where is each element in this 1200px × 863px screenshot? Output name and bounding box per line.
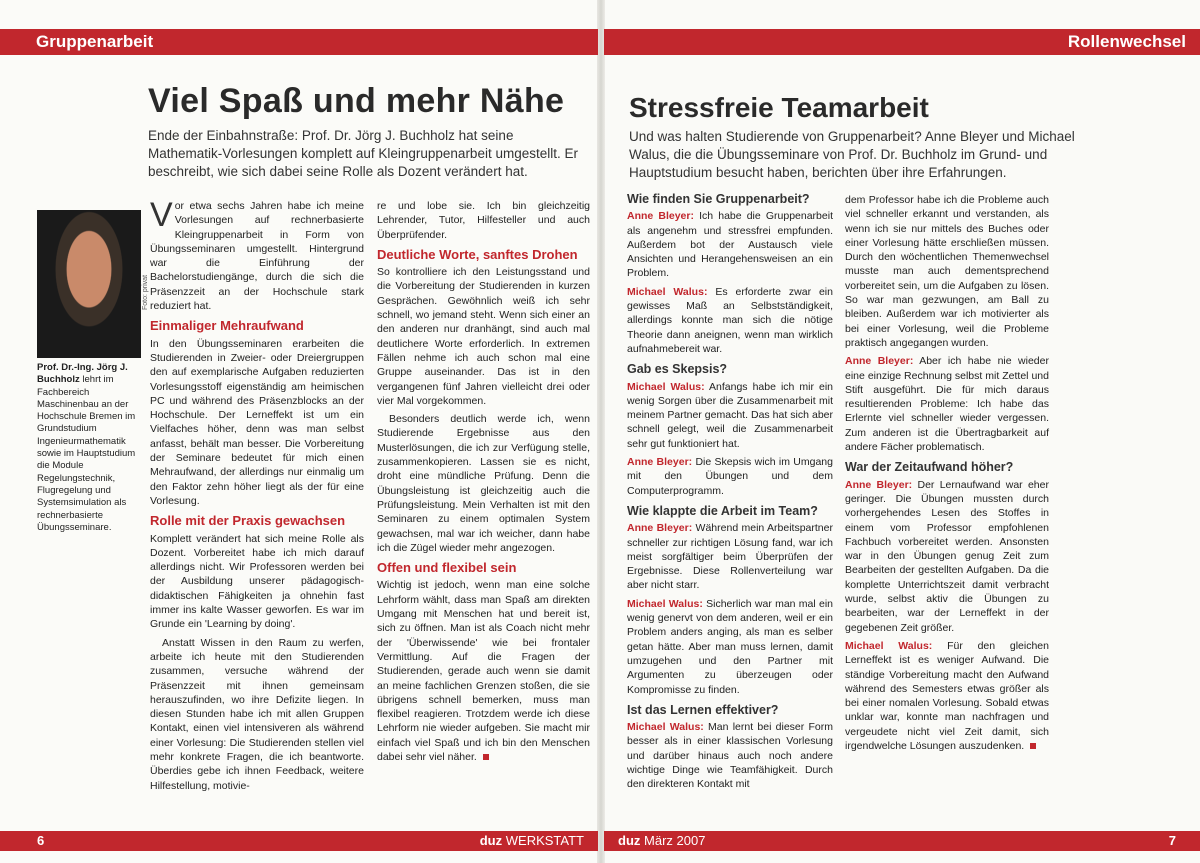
right-column-2 <box>845 193 1049 757</box>
drop-cap: V <box>150 196 173 234</box>
footer-left <box>0 831 598 851</box>
question-heading: Wie finden Sie Gruppenarbeit? <box>627 192 810 206</box>
answer: Anne Bleyer: Während mein Arbeitspartner schneller zur richtigen Lösung fand, war ich meist sorgfältiger beim Überprüfen der Ergebnisse. Diese Rollenverteilung war aber nicht starr. <box>627 522 833 592</box>
left-column-1 <box>150 196 364 797</box>
author-caption <box>37 362 145 534</box>
paragraph: Vor etwa sechs Jahren habe ich meine Vorlesungen auf rechnerbasierte Kleingruppenarbeit in Form von Übungsseminaren umgestellt. Hintergrund war die Einführung der Bachelorstudiengänge, durch die sich die Präsenzzeit an der Hochschule stark reduziert hat. <box>150 196 364 313</box>
author-portrait <box>37 210 141 358</box>
paragraph: Anstatt Wissen in den Raum zu werfen, arbeite ich heute mit den Studierenden zusammen, versuche während der Präsenzzeit mit ihnen gemeinsam herauszufinden, wo ihre Defizite liegen. In diesen Stunden habe ich mit allen Gruppen Kontakt, einen viel intensiveren als während einer Vorlesung: Die Studierenden stellen viel mehr konkrete Fragen, die ich beantworte. Überdies gebe ich ihnen Feedback, weitere Hilfestellung, motivie- <box>150 636 364 792</box>
right-article-title: Stressfreie Teamarbeit <box>629 92 929 123</box>
answer: Anne Bleyer: Die Skepsis wich im Umgang mit den Übungen und dem Computerprogramm. <box>627 456 833 497</box>
subheading: Rolle mit der Praxis gewachsen <box>150 513 346 529</box>
subheading: Einmaliger Mehraufwand <box>150 318 304 334</box>
question-heading: Ist das Lernen effektiver? <box>627 702 779 717</box>
photo-credit: Foto: privat <box>142 274 149 310</box>
left-article-lead: Ende der Einbahnstraße: Prof. Dr. Jörg J. Buchholz hat seine Mathematik-Vorlesungen komplett auf Kleingruppenarbeit umgestellt. Er beschreibt, wie sich dabei seine Rolle als Dozent verändert hat. <box>148 128 578 179</box>
answer: Michael Walus: Man lernt bei dieser Form besser als in einer klassischen Vorlesung und darüber hinaus auch noch andere wichtige Dinge wie Teamfähigkeit. Durch den direkteren Kontakt mit <box>627 721 833 791</box>
paragraph: Wichtig ist jedoch, wenn man eine solche Lehrform wählt, dass man Spaß am direkten Umgang mit Menschen hat und bereit ist, sich zu öffnen. Man ist als Coach nicht mehr der 'Überwissende' wie bei frontaler Vermittlung. Auf die Fragen der Studierenden, gerade auch wenn sie damit an meine fachlichen Grenzen stoßen, die sie übrigens schnell bemerken, muss man flexibel reagieren. Trotzdem werde ich diese Lehrform nie wieder aufgeben. Sie macht mir einfach viel Spaß und ich bin den Menschen dabei sehr viel näher. <box>377 579 590 763</box>
page-gutter <box>597 0 605 863</box>
footer-brand-right: duz März 2007 <box>618 833 706 848</box>
right-column-1 <box>627 186 833 796</box>
paragraph: So kontrolliere ich den Leistungsstand und die Vorbereitung der Studierenden in kurzen Gesprächen. Gewöhnlich weiß ich sehr schnell, wo jemand steht. Wenn sich einer an den anderen nur dranhängt, sind auch mal deutlichere Worte erforderlich. In extremen Fällen nehme ich auch schon mal eine Gruppe auseinander. Das ist in den vergangenen fünf Jahren vielleicht drei oder vier Mal vorgekommen. <box>377 266 590 407</box>
end-mark <box>483 754 489 760</box>
section-header-left: Gruppenarbeit <box>0 29 598 55</box>
question-heading: Wie klappte die Arbeit im Team? <box>627 503 818 518</box>
page-number-right: 7 <box>1168 833 1176 848</box>
right-article-lead: Und was halten Studierende von Gruppenarbeit? Anne Bleyer und Michael Walus, die die Übungsseminare von Prof. Dr. Buchholz im Grund- und Hauptstudium besucht haben, berichten über ihre Erfahrungen. <box>629 129 1075 180</box>
footer-brand-left: duz WERKSTATT <box>479 833 584 848</box>
paragraph: Komplett verändert hat sich meine Rolle als Dozent. Vorbereitet habe ich mich darauf allerdings nicht. Wir Professoren werden bei der Ausbildung unserer pädagogisch-didaktischen Fähigkeiten ja ohnehin fast immer ins kalte Wasser geworfen. Es war im Grunde ein 'Learning by doing'. <box>150 532 364 631</box>
question-heading: Gab es Skepsis? <box>627 362 728 377</box>
answer: Anne Bleyer: Aber ich habe nie wieder eine einzige Rechnung selbst mit Zettel und Stift ausgeführt. Die für mich daraus resultierenden Probleme: Ich habe das Erlernte viel schneller wieder vergessen. Zum anderen ist die Übertragbarkeit auf andere Fächer problematisch. <box>845 355 1049 454</box>
caption-name: Prof. Dr.-Ing. Jörg J. Buchholz <box>37 362 128 386</box>
section-header-right: Rollenwechsel <box>604 29 1200 55</box>
caption-text: lehrt im Fachbereich Maschinenbau an der Hochschule Bremen im Grundstudium Ingenieurmathematik sowie im Hauptstudium die Module Regelungstechnik, Flugregelung und Systemsimulation als rechnerbasierte Übungsseminare. <box>37 374 136 533</box>
paragraph: re und lobe sie. Ich bin gleichzeitig Lehrender, Tutor, Hilfesteller und auch Überprüfender. <box>377 200 590 241</box>
subheading: Offen und flexibel sein <box>377 560 517 576</box>
question-heading: War der Zeitaufwand höher? <box>845 460 1014 475</box>
answer: Anne Bleyer: Der Lernaufwand war eher geringer. Die Übungen mussten durch vorhergehendes Lesen des Stoffes in einem vom Professor empfohlenen Fachbuch vorbereitet werden. Ansonsten war in den Übungen genug Zeit zum Bearbeiten der gestellten Aufgaben. Da die komplette Unterrichtszeit damit verbracht wurde, selbst aktiv die Übungen zu bearbeiten, war der Lerneffekt in der gegebenen Zeit größer. <box>845 478 1049 634</box>
answer: Michael Walus: Anfangs habe ich mir ein wenig Sorgen über die Zusammenarbeit mit meinem Partner gemacht. Das hat sich aber schnell gelegt, weil die Zusammenarbeit sehr gut funktioniert hat. <box>627 380 834 450</box>
paragraph: dem Professor habe ich die Probleme auch viel schneller erkannt und verstanden, als wenn ich sie nur mittels des Buches oder einer Vorlesung hätte erschließen müssen. Durch den wöchentlichen Themenwechsel musste man auch dementsprechend vorbereitet sein, um die Aufgaben zu lösen. So war man gezwungen, am Ball zu bleiben. Außerdem war ich motivierter als bei einer Vorlesung, weil die Probleme praktisch angegangen wurden. <box>845 194 1049 349</box>
left-article-title: Viel Spaß und mehr Nähe <box>148 82 565 120</box>
end-mark <box>1030 743 1036 749</box>
answer: Michael Walus: Sicherlich war man mal ein wenig genervt von dem anderen, weil er ein Problem anders anging, als man es selber getan hätte. Aber man muss lernen, damit umzugehen und den Partner mit Argumenten zu überzeugen oder Kompromisse zu finden. <box>627 597 833 696</box>
answer: Michael Walus: Es erforderte zwar ein gewisses Maß an Selbstständigkeit, allerdings konnte man sich die nötige Theorie dann aneignen, wenn man wirklich aufnahmebereit war. <box>627 285 833 355</box>
paragraph: Besonders deutlich werde ich, wenn Studierende Ergebnisse aus den Musterlösungen, die ich zur Verfügung stelle, zusammenkopieren. Lassen sie es nicht, droht eine mündliche Prüfung. Denn die Übungsleistung ist gleichzeitig auch die Prüfungsleistung. Mein Verhalten ist mit den Seminaren zu einem optimalen System gewachsen, mal war ich weicher, dann habe ich die Zügel wieder mehr angezogen. <box>377 413 590 554</box>
footer-right <box>604 831 1200 851</box>
page-number-left: 6 <box>37 833 45 848</box>
subheading: Deutliche Worte, sanftes Drohen <box>377 246 578 262</box>
paragraph: In den Übungsseminaren erarbeiten die Studierenden in Zweier- oder Dreiergruppen den auf exemplarische Aufgaben reduzierten Vorlesungsstoff eigenständig am heimischen PC und während des Präsenzblocks an der Hochschule. Der Lerneffekt ist um ein Vielfaches höher, denn was man selbst anfasst, behält man besser. Die Vorbereitung der Seminare bedeutet für mich einen Mehraufwand, der allerdings nur einmalig um den Faktor zehn höher liegt als der für eine Vorlesung. <box>150 337 364 507</box>
answer: Michael Walus: Für den gleichen Lerneffekt ist es weniger Aufwand. Die ständige Vorbereitung macht den Aufwand während des Semesters etwas größer als bei einer nomalen Vorlesung. Sobald etwas unklar war, konnte man nachfragen und vergeudete nicht viel Zeit damit, sich irgendwelche Lösungen auszudenken. <box>845 639 1049 752</box>
answer: Anne Bleyer: Ich habe die Gruppenarbeit als angenehm und stressfrei empfunden. Außerdem bot der Austausch viele Ansichten und Herangehensweisen an ein Problem. <box>627 210 833 280</box>
left-column-2 <box>377 199 590 768</box>
